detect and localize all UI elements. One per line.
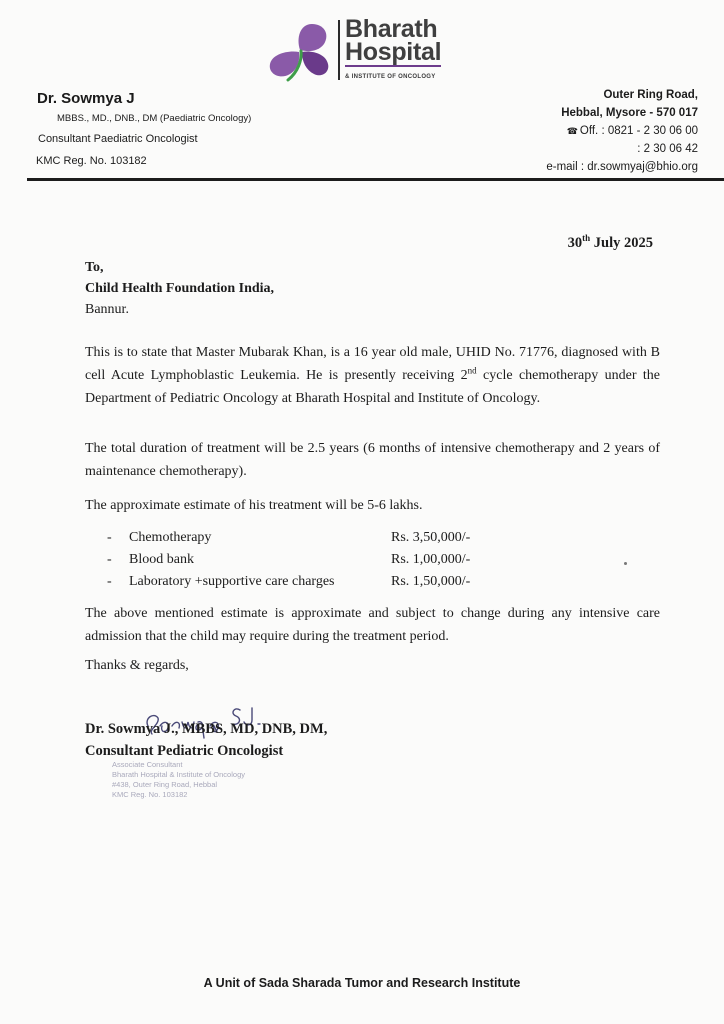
footer-text: A Unit of Sada Sharada Tumor and Research Institute bbox=[203, 976, 521, 990]
email-address: e-mail : dr.sowmyaj@bhio.org bbox=[546, 161, 698, 173]
cost-item: Blood bank bbox=[129, 552, 194, 567]
closing-text: Thanks & regards, bbox=[85, 658, 189, 673]
stamp-line: #438, Outer Ring Road, Hebbal bbox=[112, 780, 218, 789]
hospital-name-line1: Bharath bbox=[345, 15, 438, 43]
doctor-qualifications: MBBS., MD., DNB., DM (Paediatric Oncology) bbox=[57, 113, 252, 124]
salutation-to: To, bbox=[85, 260, 104, 275]
ordinal-suffix: nd bbox=[467, 365, 477, 376]
address-line1: Outer Ring Road, bbox=[603, 89, 698, 101]
paragraph-diagnosis-part2: cycle chemotherapy under the Department of Pediatric Oncology at Bharath Hospital and Institute of Oncology. bbox=[85, 368, 660, 406]
cost-item: Chemotherapy bbox=[129, 530, 212, 545]
cost-item: Laboratory +supportive care charges bbox=[129, 574, 335, 589]
paragraph-disclaimer: The above mentioned estimate is approximate and subject to change during any intensive care admission that the child may require during the treatment period. bbox=[85, 606, 660, 644]
signatory-title: Consultant Pediatric Oncologist bbox=[85, 743, 284, 759]
paper-speck bbox=[624, 562, 627, 565]
paragraph-estimate: The approximate estimate of his treatment will be 5-6 lakhs. bbox=[85, 498, 423, 513]
phone-line1 bbox=[546, 122, 698, 140]
stamp-line: Bharath Hospital & Institute of Oncology bbox=[112, 770, 245, 779]
telephone-icon: ☎ bbox=[566, 126, 578, 136]
paragraph-diagnosis-part1: This is to state that Master Mubarak Khan, is a 16 year old male, UHID No. 71776, diagnosed with B cell Acute Lymphoblastic Leukemia. He is presently receiving 2 bbox=[85, 345, 660, 383]
letter-date bbox=[568, 233, 653, 252]
phone-office: Off. : 0821 - 2 30 06 00 bbox=[579, 125, 698, 137]
address-line2: Hebbal, Mysore - 570 017 bbox=[561, 107, 698, 119]
hospital-logo-icon bbox=[266, 20, 334, 82]
paragraph-duration: The total duration of treatment will be 2.5 years (6 months of intensive chemotherapy and 2 years of maintenance chemotherapy). bbox=[85, 441, 660, 479]
signatory-name: Dr. Sowmya J., MBBS, MD, DNB, DM, bbox=[85, 721, 328, 737]
doctor-title: Consultant Paediatric Oncologist bbox=[38, 133, 198, 145]
doctor-name: Dr. Sowmya J bbox=[37, 90, 135, 107]
cost-amount: Rs. 3,50,000/- bbox=[391, 530, 471, 545]
recipient-block bbox=[85, 257, 274, 320]
bullet-dash: - bbox=[107, 574, 112, 589]
logo-divider bbox=[338, 20, 340, 80]
bullet-dash: - bbox=[107, 530, 112, 545]
date-suffix: th bbox=[582, 233, 591, 243]
phone-alt: : 2 30 06 42 bbox=[637, 143, 698, 155]
stamp-line: KMC Reg. No. 103182 bbox=[112, 790, 188, 799]
header-rule bbox=[27, 178, 724, 181]
hospital-name-line2: Hospital bbox=[345, 38, 442, 66]
doctor-registration: KMC Reg. No. 103182 bbox=[36, 155, 147, 167]
paragraph-diagnosis bbox=[85, 341, 660, 410]
cost-amount: Rs. 1,50,000/- bbox=[391, 574, 471, 589]
stamp-line: Associate Consultant bbox=[112, 760, 183, 769]
hospital-address bbox=[546, 86, 698, 176]
hospital-subtitle: & INSTITUTE OF ONCOLOGY bbox=[345, 74, 436, 80]
hospital-name bbox=[345, 15, 442, 67]
cost-amount: Rs. 1,00,000/- bbox=[391, 552, 471, 567]
date-month-year: July 2025 bbox=[590, 234, 653, 251]
date-day: 30 bbox=[567, 234, 583, 251]
recipient-city: Bannur. bbox=[85, 302, 129, 317]
doctor-stamp bbox=[112, 760, 245, 800]
recipient-name: Child Health Foundation India, bbox=[85, 281, 275, 296]
bullet-dash: - bbox=[107, 552, 112, 567]
